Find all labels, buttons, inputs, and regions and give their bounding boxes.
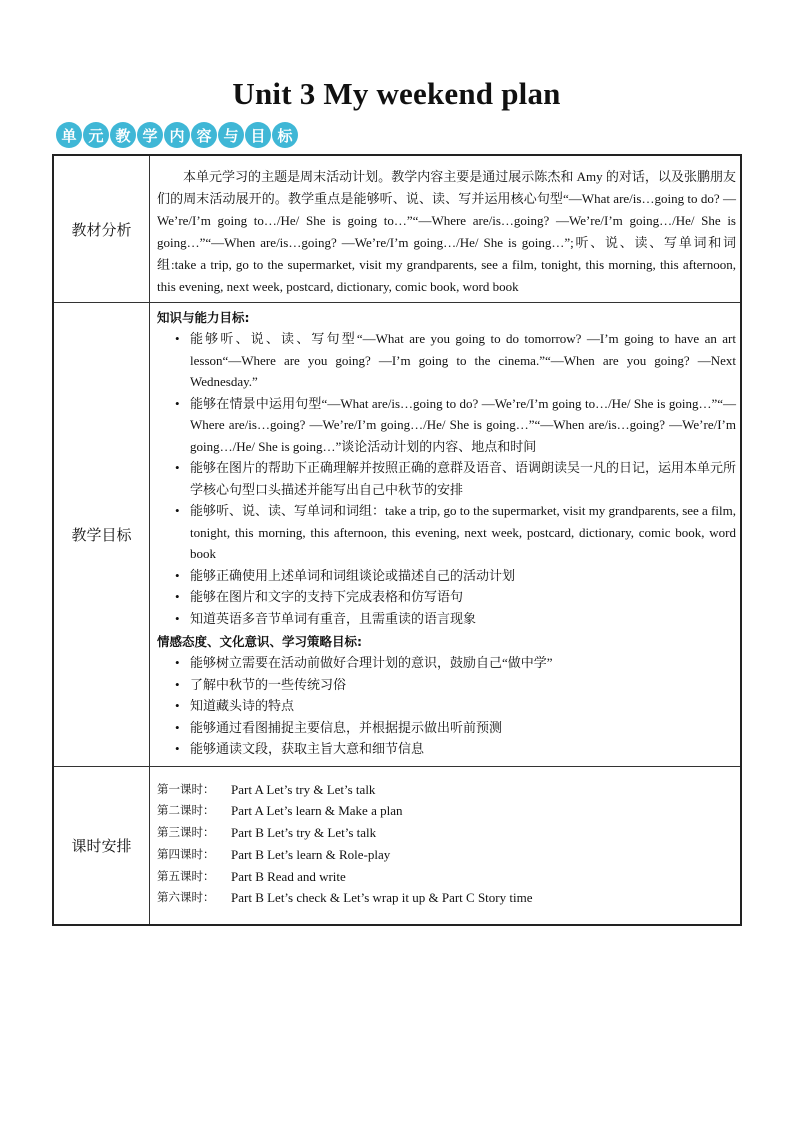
goal-item (157, 500, 736, 565)
bullet-icon: • (175, 567, 180, 583)
analysis-row (53, 155, 741, 303)
goal-text: 了解中秋节的一些传统习俗 (190, 676, 347, 692)
bullet-icon: • (175, 395, 180, 411)
banner-char: 元 (83, 122, 109, 148)
bullet-icon: • (175, 741, 180, 756)
goal-item (157, 674, 736, 696)
goal-text: 能够在情景中运用句型“—What are/is…going to do? —We’re/I’m going to…/He/ She is going…”“—Where are/is…going? —We’re/I’m going…/He/ She is going…”“—When are/is…going? —We’re/I’m going…/He/ She is going…”谈论活动计划的内容、地点和时间 (190, 395, 736, 454)
schedule-item (157, 779, 736, 801)
goal-text: 能够通读文段，获取主旨大意和细节信息 (190, 741, 425, 756)
banner-char: 教 (110, 122, 136, 148)
banner-char: 单 (56, 122, 82, 148)
banner-char: 目 (245, 122, 271, 148)
goal-item (157, 738, 736, 760)
lesson-number: 第一课时： (157, 781, 215, 796)
lesson-content: Part B Read and write (231, 868, 346, 884)
goals-cell (150, 303, 742, 767)
goal-item (157, 695, 736, 717)
bullet-icon: • (175, 610, 180, 626)
bullet-icon: • (175, 698, 180, 713)
goals-row (53, 303, 741, 767)
lesson-content: Part A Let’s try & Let’s talk (231, 781, 376, 797)
schedule-row (53, 766, 741, 925)
goal-text: 能够在图片和文字的支持下完成表格和仿写语句 (190, 589, 464, 604)
banner-char: 标 (272, 122, 298, 148)
lesson-number: 第六课时： (157, 890, 215, 905)
lesson-number: 第五课时： (157, 868, 215, 883)
goal-text: 能够在图片的帮助下正确理解并按照正确的意群及语音、语调朗读吴一凡的日记，运用本单元所学核心句型口头描述并能写出自己中秋节的安排 (190, 460, 737, 497)
attitude-heading: 情感态度、文化意识、学习策略目标: (157, 634, 362, 649)
goal-item (157, 717, 736, 739)
banner-char: 与 (218, 122, 244, 148)
banner-char: 学 (137, 122, 163, 148)
attitude-list (157, 652, 736, 760)
goal-text: 能够通过看图捕捉主要信息，并根据提示做出听前预测 (190, 719, 503, 735)
lesson-number: 第二课时： (157, 803, 215, 818)
goal-item (157, 393, 736, 458)
goal-item (157, 608, 736, 630)
knowledge-heading: 知识与能力目标: (157, 310, 250, 325)
analysis-text: 本单元学习的主题是周末活动计划。教学内容主要是通过展示陈杰和 Amy 的对话，以及张鹏朋友们的周末活动展开的。教学重点是能够听、说、读、写并运用核心句型“—What are/is…going to do? —We’re/I’m going to…/He/ She is going to…”“—Where are/is…going? —We’re/I’m going…/He/ She is going…”“—When are/is…going? —We’re/I’m going…/He/ She is going…”;听、说、读、写单词和词组:take a trip, go to the supermarket, visit my grandparents, see a film, tonight, this morning, this afternoon, this evening, next week, postcard, dictionary, comic book, word book (157, 169, 736, 294)
goals-label: 教学目标 (53, 303, 150, 767)
schedule-item (157, 887, 736, 909)
bullet-icon: • (175, 719, 180, 735)
goal-text: 能够正确使用上述单词和词组谈论或描述自己的活动计划 (190, 567, 516, 583)
lesson-content: Part B Let’s check & Let’s wrap it up & Part C Story time (231, 890, 533, 906)
lesson-content: Part A Let’s learn & Make a plan (231, 803, 403, 819)
knowledge-list (157, 328, 736, 629)
bullet-icon: • (175, 331, 180, 346)
schedule-item (157, 800, 736, 822)
bullet-icon: • (175, 589, 180, 604)
goal-item (157, 586, 736, 608)
goal-text: 能够听、说、读、写句型“—What are you going to do tomorrow? —I’m going to have an art lesson“—Where are you going? —I’m going to the cinema.”“—When are you going? —Next Wednesday.” (190, 331, 736, 389)
bullet-icon: • (175, 676, 180, 692)
analysis-label: 教材分析 (53, 155, 150, 303)
banner-char: 内 (164, 122, 190, 148)
page-title: Unit 3 My weekend plan (232, 76, 561, 111)
goal-item (157, 328, 736, 393)
section-banner (56, 122, 299, 150)
goal-text: 能够树立需要在活动前做好合理计划的意识，鼓励自己“做中学” (190, 655, 553, 670)
goal-item (157, 565, 736, 587)
schedule-label: 课时安排 (53, 766, 150, 925)
lesson-content: Part B Let’s try & Let’s talk (231, 825, 377, 841)
goal-item (157, 457, 736, 500)
goal-text: 知道英语多音节单词有重音，且需重读的语言现象 (190, 610, 477, 626)
bullet-icon: • (175, 460, 180, 475)
lesson-number: 第三课时： (157, 825, 215, 840)
goal-item (157, 652, 736, 674)
analysis-cell (150, 155, 742, 303)
schedule-item (157, 844, 736, 866)
schedule-list (157, 779, 736, 910)
lesson-number: 第四课时： (157, 846, 215, 861)
goal-text: 能够听、说、读、写单词和词组：take a trip, go to the supermarket, visit my grandparents, see a film, tonight, this morning, this afternoon, this evening, next week, postcard, dictionary, comic book, word book (190, 503, 736, 561)
schedule-cell (150, 766, 742, 925)
bullet-icon: • (175, 503, 180, 518)
unit-plan-table (52, 154, 742, 926)
bullet-icon: • (175, 655, 180, 670)
goal-text: 知道藏头诗的特点 (190, 698, 295, 713)
lesson-content: Part B Let’s learn & Role-play (231, 846, 391, 862)
banner-char: 容 (191, 122, 217, 148)
schedule-item (157, 866, 736, 888)
schedule-item (157, 822, 736, 844)
